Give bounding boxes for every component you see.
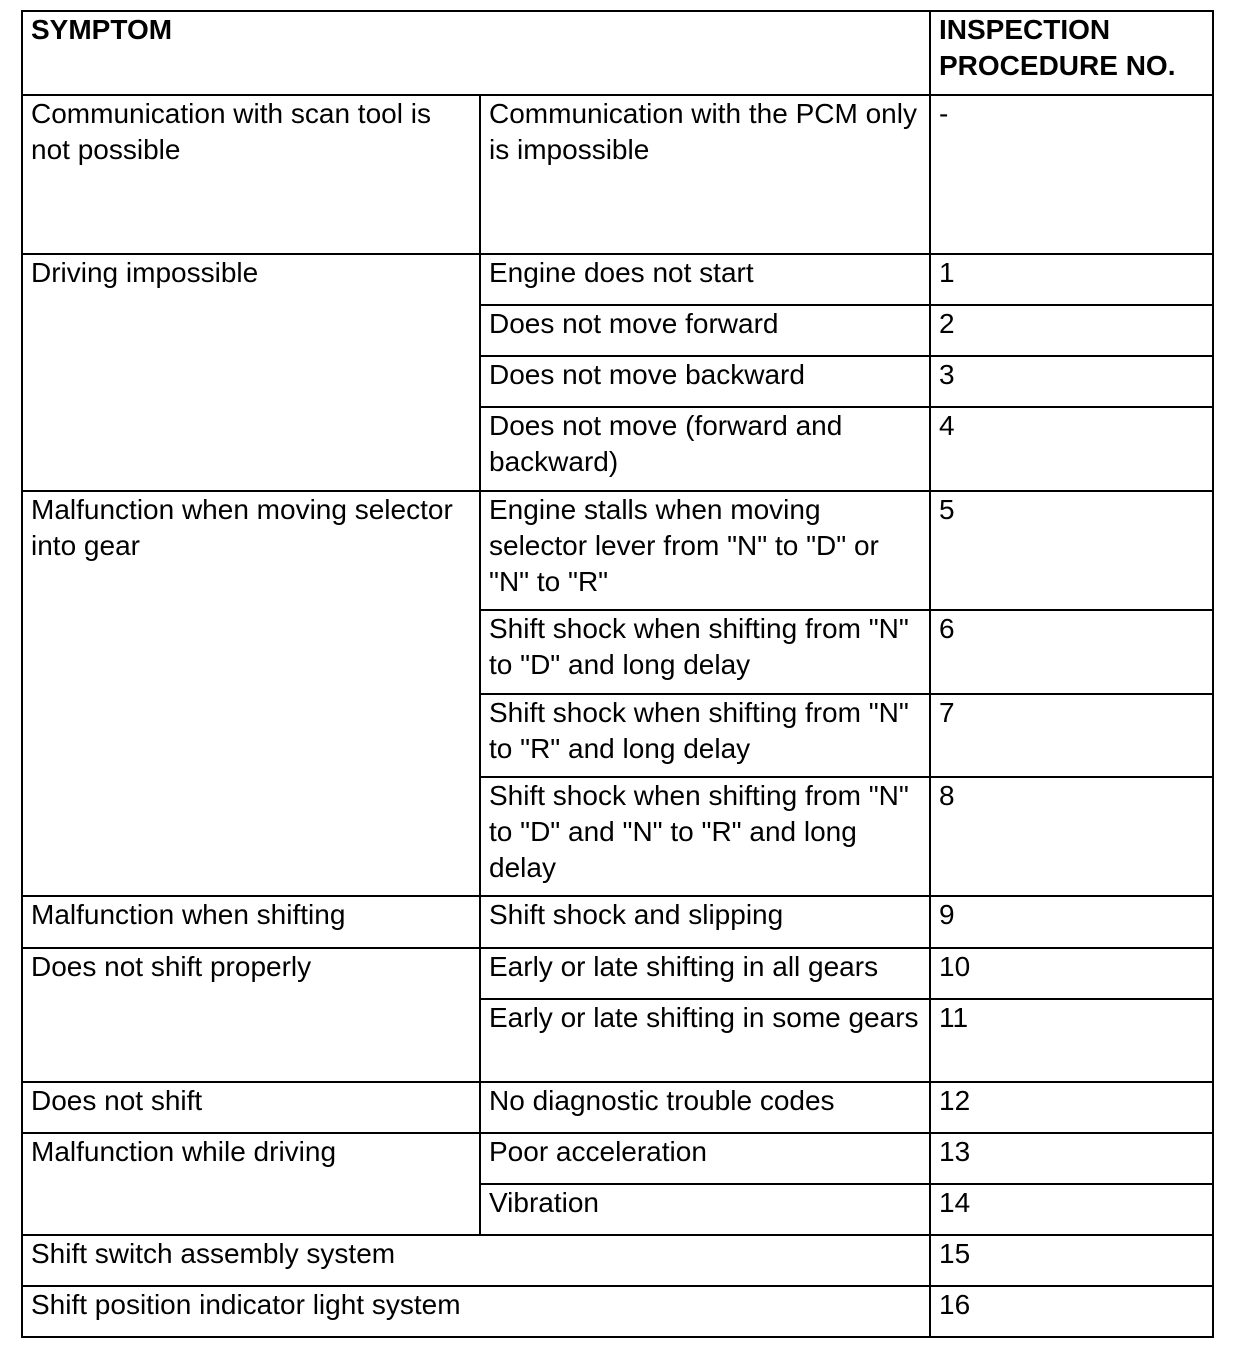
symptom-detail: Shift shock when shifting from "N" to "D" and "N" to "R" and long delay bbox=[480, 777, 930, 896]
procedure-number: 5 bbox=[930, 491, 1213, 610]
symptom-detail: Early or late shifting in some gears bbox=[480, 999, 930, 1082]
symptom-detail: No diagnostic trouble codes bbox=[480, 1082, 930, 1133]
symptom-detail: Early or late shifting in all gears bbox=[480, 948, 930, 999]
procedure-number: 4 bbox=[930, 407, 1213, 491]
symptom-group-label: Malfunction when shifting bbox=[22, 896, 480, 948]
symptom-table bbox=[21, 10, 1214, 1338]
procedure-number: 16 bbox=[930, 1286, 1213, 1337]
procedure-number: 9 bbox=[930, 896, 1213, 948]
symptom-group-label: Driving impossible bbox=[22, 254, 480, 491]
procedure-number: 15 bbox=[930, 1235, 1213, 1286]
symptom-detail: Engine stalls when moving selector lever from "N" to "D" or "N" to "R" bbox=[480, 491, 930, 610]
symptom-group-label: Does not shift properly bbox=[22, 948, 480, 1082]
procedure-number: 1 bbox=[930, 254, 1213, 305]
header-symptom: SYMPTOM bbox=[22, 11, 930, 95]
header-row bbox=[22, 11, 1213, 95]
symptom-detail: Engine does not start bbox=[480, 254, 930, 305]
symptom-detail: Does not move forward bbox=[480, 305, 930, 356]
table-row bbox=[22, 491, 1213, 610]
symptom-detail: Shift shock when shifting from "N" to "D" and long delay bbox=[480, 610, 930, 694]
symptom-detail: Shift shock when shifting from "N" to "R" and long delay bbox=[480, 694, 930, 777]
symptom-detail: Shift shock and slipping bbox=[480, 896, 930, 948]
symptom-system-label: Shift position indicator light system bbox=[22, 1286, 930, 1337]
symptom-detail: Does not move backward bbox=[480, 356, 930, 407]
procedure-number: 7 bbox=[930, 694, 1213, 777]
table-row bbox=[22, 95, 1213, 254]
procedure-number: 2 bbox=[930, 305, 1213, 356]
symptom-group-label: Communication with scan tool is not possible bbox=[22, 95, 480, 254]
procedure-number: 11 bbox=[930, 999, 1213, 1082]
procedure-number: 6 bbox=[930, 610, 1213, 694]
symptom-group-label: Does not shift bbox=[22, 1082, 480, 1133]
table-row bbox=[22, 254, 1213, 305]
symptom-group-label: Malfunction while driving bbox=[22, 1133, 480, 1235]
procedure-number: 8 bbox=[930, 777, 1213, 896]
table-row bbox=[22, 1133, 1213, 1184]
symptom-detail: Does not move (forward and backward) bbox=[480, 407, 930, 491]
procedure-number: 13 bbox=[930, 1133, 1213, 1184]
symptom-detail: Vibration bbox=[480, 1184, 930, 1235]
procedure-number: 10 bbox=[930, 948, 1213, 999]
procedure-number: 14 bbox=[930, 1184, 1213, 1235]
symptom-group-label: Malfunction when moving selector into gear bbox=[22, 491, 480, 896]
table-row bbox=[22, 948, 1213, 999]
procedure-number: - bbox=[930, 95, 1213, 254]
symptom-detail: Poor acceleration bbox=[480, 1133, 930, 1184]
procedure-number: 12 bbox=[930, 1082, 1213, 1133]
procedure-number: 3 bbox=[930, 356, 1213, 407]
symptom-detail: Communication with the PCM only is impossible bbox=[480, 95, 930, 254]
symptom-system-label: Shift switch assembly system bbox=[22, 1235, 930, 1286]
table-row bbox=[22, 896, 1213, 948]
table-row bbox=[22, 1286, 1213, 1337]
header-procedure: INSPECTION PROCEDURE NO. bbox=[930, 11, 1213, 95]
table-row bbox=[22, 1082, 1213, 1133]
table-row bbox=[22, 1235, 1213, 1286]
